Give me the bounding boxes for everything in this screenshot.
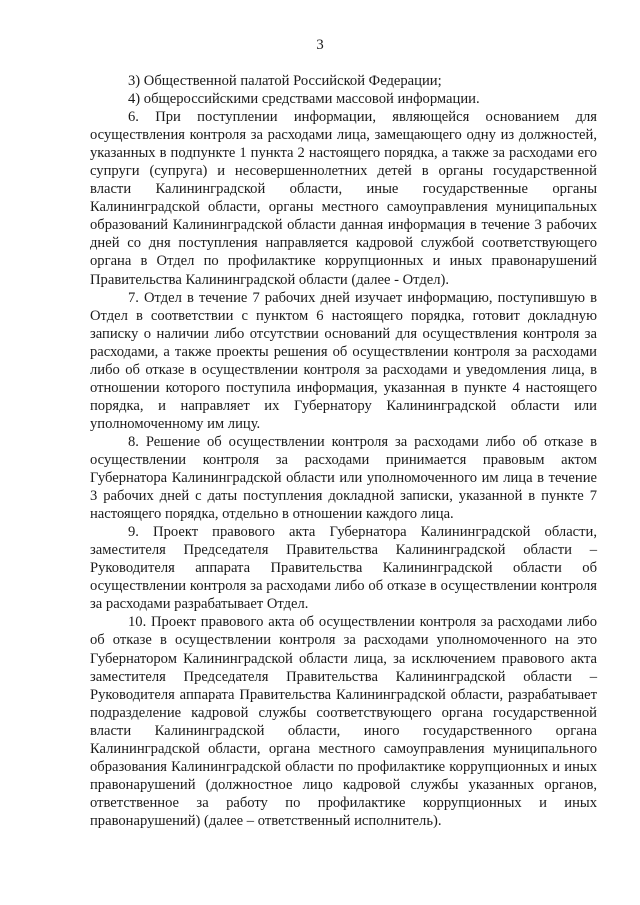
paragraph-item-4: 4) общероссийскими средствами массовой информации. bbox=[128, 91, 480, 108]
paragraph-8: 8. Решение об осуществлении контроля за расходами либо об отказе в осуществлении контроля за расходами принимается правовым актом Губернатора Калининградской области или уполномоченного им лица в течение 3 рабочих дней с даты поступления докладной записки, указанной в пункте 7 настоящего порядка, отдельно в отношении каждого лица. bbox=[90, 433, 597, 523]
paragraph-7: 7. Отдел в течение 7 рабочих дней изучает информацию, поступившую в Отдел в соответствии с пунктом 6 настоящего порядка, готовит докладную записку о наличии либо отсутствии оснований для осуществления контроля за расходами, а также проекты решения об осуществлении контроля за расходами либо об отказе в осуществлении контроля за расходами и уведомления лица, в отношении которого поступила информация, указанная в пункте 4 настоящего порядка, и направляет их Губернатору Калининградской области или уполномоченному им лицу. bbox=[90, 289, 597, 432]
paragraph-6: 6. При поступлении информации, являющейся основанием для осуществления контроля за расходами лица, замещающего одну из должностей, указанных в подпункте 1 пункта 2 настоящего порядка, а также за расходами его супруги (супруга) и несовершеннолетних детей в органы государственной власти Калининградской области, иные государственные органы Калининградской области, органы местного самоуправления муниципальных образований Калининградской области данная информация в течение 3 рабочих дней со дня поступления направляется кадровой службой соответствующего органа в Отдел по профилактике коррупционных и иных правонарушений Правительства Калининградской области (далее - Отдел). bbox=[90, 109, 597, 288]
document-body bbox=[90, 72, 597, 830]
paragraph-item-3: 3) Общественной палатой Российской Федерации; bbox=[128, 73, 442, 89]
paragraph-10: 10. Проект правового акта об осуществлении контроля за расходами либо об отказе в осуществлении контроля за расходами уполномоченного на это Губернатором Калининградской области лица, за исключением правового акта заместителя Председателя Правительства Калининградской области – Руководителя аппарата Правительства Калининградской области, разрабатывает подразделение кадровой службы соответствующего органа государственной власти Калининградской области, иного государственного органа Калининградской области, органа местного самоуправления муниципального образования Калининградской области по профилактике коррупционных и иных правонарушений (должностное лицо кадровой службы указанных органов, ответственное за работу по профилактике коррупционных и иных правонарушений) (далее – ответственный исполнитель). bbox=[90, 614, 597, 829]
page-number: 3 bbox=[316, 37, 324, 53]
paragraph-9: 9. Проект правового акта Губернатора Калининградской области, заместителя Председателя Правительства Калининградской области – Руководителя аппарата Правительства Калининградской области об осуществлении контроля за расходами либо об отказе в осуществлении контроля за расходами разрабатывает Отдел. bbox=[90, 524, 597, 613]
